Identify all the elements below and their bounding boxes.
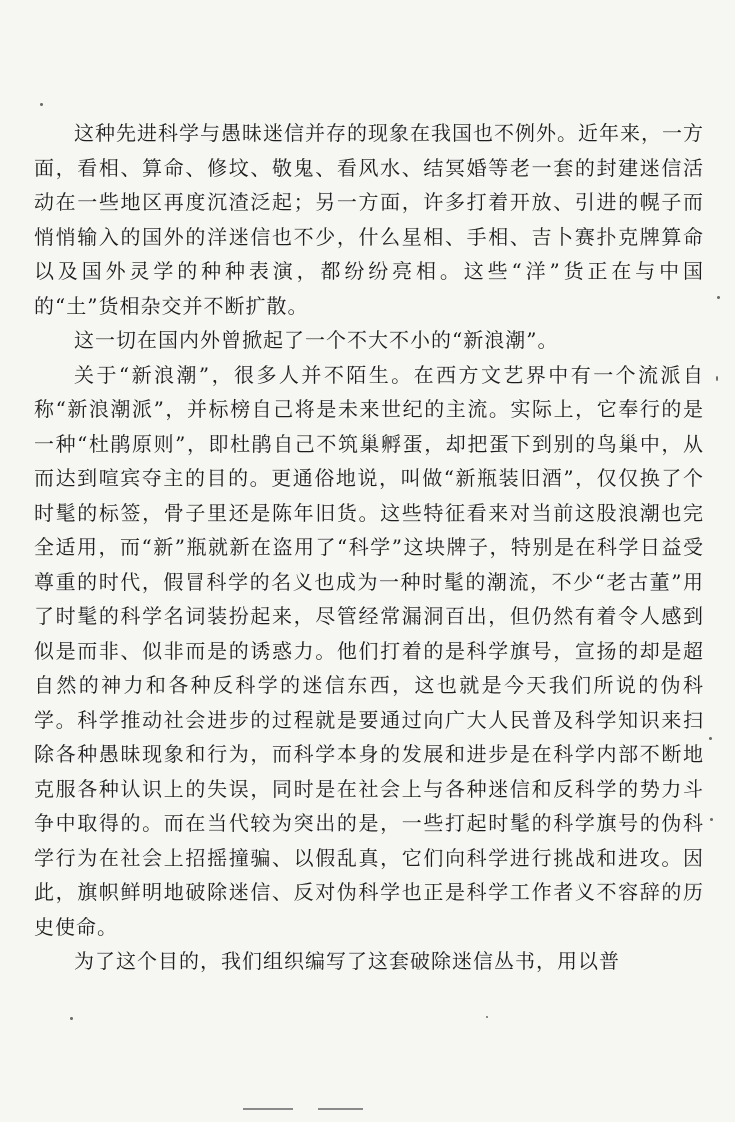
- scan-speck: [40, 103, 43, 106]
- scan-speck: [709, 737, 712, 740]
- document-page: [34, 116, 704, 979]
- scan-speck: [710, 818, 713, 821]
- scan-mark: [318, 1108, 363, 1110]
- scan-mark: [243, 1108, 293, 1110]
- scan-speck: [486, 1016, 488, 1018]
- scan-speck: [716, 376, 718, 381]
- paragraph-3: 关于“新浪潮”，很多人并不陌生。在西方文艺界中有一个流派自称“新浪潮派”，并标榜自己将是未来世纪的主流。实际上，它奉行的是一种“杜鹃原则”，即杜鹃自己不筑巢孵蛋，却把蛋下到别的鸟巢中，从而达到喧宾夺主的目的。更通俗地说，叫做“新瓶装旧酒”，仅仅换了个时髦的标签，骨子里还是陈年旧货。这些特征看来对当前这股浪潮也完全适用，而“新”瓶就新在盗用了“科学”这块牌子，特别是在科学日益受尊重的时代，假冒科学的名义也成为一种时髦的潮流，不少“老古董”用了时髦的科学名词装扮起来，尽管经常漏洞百出，但仍然有着令人感到似是而非、似非而是的诱惑力。他们打着的是科学旗号，宣扬的却是超自然的神力和各种反科学的迷信东西，这也就是今天我们所说的伪科学。科学推动社会进步的过程就是要通过向广大人民普及科学知识来扫除各种愚昧现象和行为，而科学本身的发展和进步是在科学内部不断地克服各种认识上的失误，同时是在社会上与各种迷信和反科学的势力斗争中取得的。而在当代较为突出的是，一些打起时髦的科学旗号的伪科学行为在社会上招摇撞骗、以假乱真，它们向科学进行挑战和进攻。因此，旗帜鲜明地破除迷信、反对伪科学也正是科学工作者义不容辞的历史使命。: [34, 362, 704, 939]
- scan-speck: [70, 1017, 73, 1020]
- scan-speck: [717, 296, 720, 299]
- paragraph-1: 这种先进科学与愚昧迷信并存的现象在我国也不例外。近年来，一方面，看相、算命、修坟、敬鬼、看风水、结冥婚等老一套的封建迷信活动在一些地区再度沉渣泛起；另一方面，许多打着开放、引进的幌子而悄悄输入的国外的洋迷信也不少，什么星相、手相、吉卜赛扑克牌算命以及国外灵学的种种表演，都纷纷亮相。这些“洋”货正在与中国的“土”货相杂交并不断扩散。: [34, 121, 704, 318]
- paragraph-4: 为了这个目的，我们组织编写了这套破除迷信丛书，用以普: [74, 949, 620, 973]
- paragraph-2: 这一切在国内外曾掀起了一个不大不小的“新浪潮”。: [74, 328, 559, 352]
